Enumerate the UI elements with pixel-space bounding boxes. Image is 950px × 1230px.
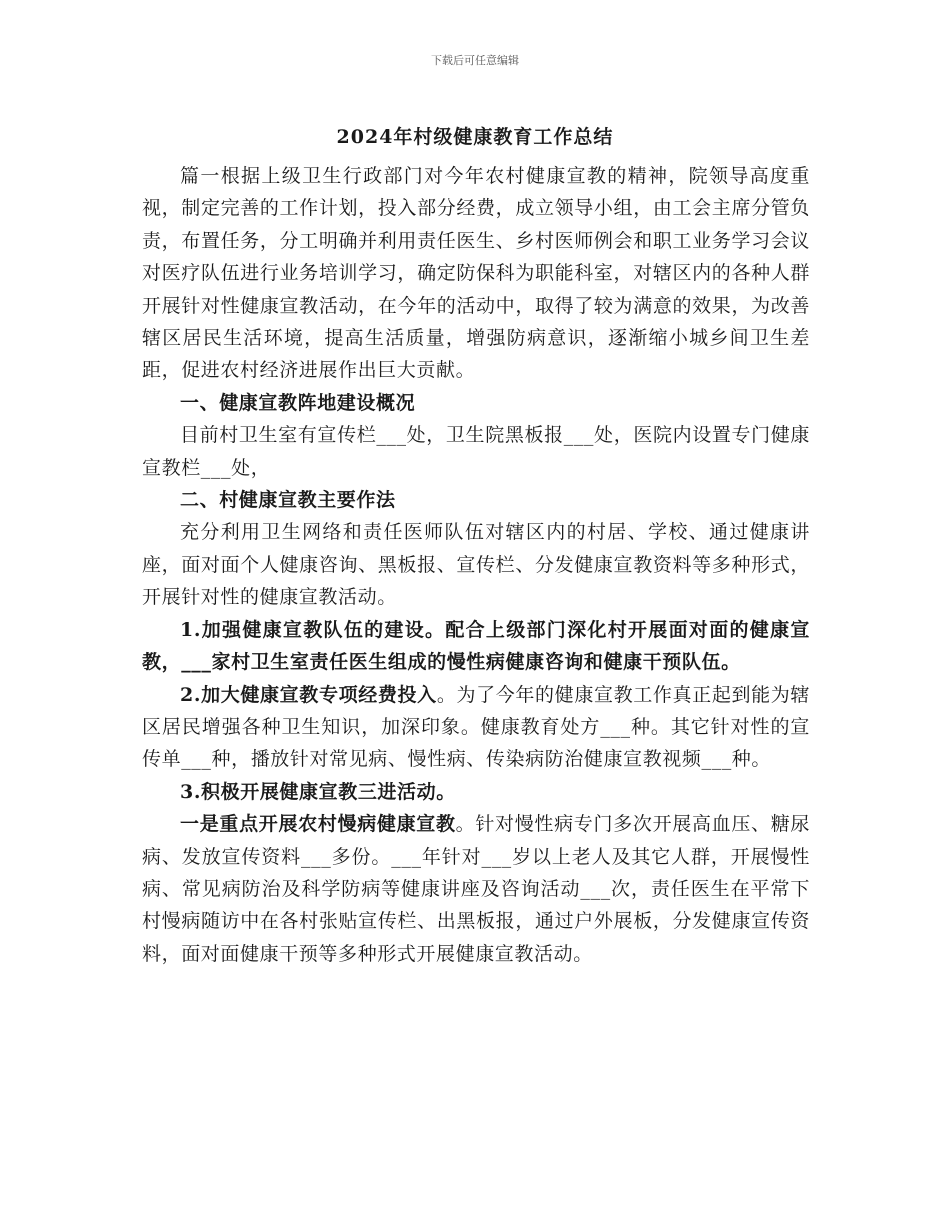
paragraph-chronic-disease-text: 。针对慢性病专门多次开展高血压、糖尿病、发放宣传资料___多份。___年针对___岁以上老人及其它人群，开展慢性病、常见病防治及科学防病等健康讲座及咨询活动___次，责任医生在平常下村慢病随访中在各村张贴宣传栏、出黑板报，通过户外展板，分发健康宣传资料，面对面健康干预等多种形式开展健康宣教活动。 — [142, 813, 810, 965]
document-title: 2024年村级健康教育工作总结 — [336, 126, 614, 148]
paragraph-funding — [142, 679, 810, 776]
section-heading-1: 一、健康宣教阵地建设概况 — [180, 391, 416, 414]
paragraph-intro: 篇一根据上级卫生行政部门对今年农村健康宣教的精神，院领导高度重视，制定完善的工作计划，投入部分经费，成立领导小组，由工会主席分管负责，布置任务，分工明确并利用责任医生、乡村医师例会和职工业务学习会议对医疗队伍进行业务培训学习，确定防保科为职能科室，对辖区内的各种人群开展针对性健康宣教活动，在今年的活动中，取得了较为满意的效果，为改善辖区居民生活环境，提高生活质量，增强防病意识，逐渐缩小城乡间卫生差距，促进农村经济进展作出巨大贡献。 — [142, 165, 810, 382]
paragraph-chronic-disease — [142, 808, 810, 970]
paragraph-funding-lead: 2.加大健康宣教专项经费投入 — [180, 683, 437, 706]
paragraph-team-building: 1.加强健康宣教队伍的建设。配合上级部门深化村开展面对面的健康宣教，___家村卫生室责任医生组成的慢性病健康咨询和健康干预队伍。 — [142, 618, 810, 674]
header-note: 下载后可任意编辑 — [431, 54, 519, 67]
section-heading-2: 二、村健康宣教主要作法 — [180, 489, 396, 512]
paragraph-methods: 充分利用卫生网络和责任医师队伍对辖区内的村居、学校、通过健康讲座，面对面个人健康咨询、黑板报、宣传栏、分发健康宣教资料等多种形式，开展针对性的健康宣教活动。 — [142, 521, 810, 609]
section-heading-3: 3.积极开展健康宣教三进活动。 — [180, 780, 456, 803]
paragraph-funding-text: 。为了今年的健康宣教工作真正起到能为辖区居民增强各种卫生知识，加深印象。健康教育处方___种。其它针对性的宣传单___种，播放针对常见病、慢性病、传染病防治健康宣教视频___种。 — [142, 683, 810, 771]
paragraph-chronic-disease-lead: 一是重点开展农村慢病健康宣教 — [180, 813, 456, 836]
paragraph-facilities: 目前村卫生室有宣传栏___处，卫生院黑板报___处，医院内设置专门健康宣教栏___处， — [142, 424, 810, 479]
document-body — [142, 160, 810, 970]
